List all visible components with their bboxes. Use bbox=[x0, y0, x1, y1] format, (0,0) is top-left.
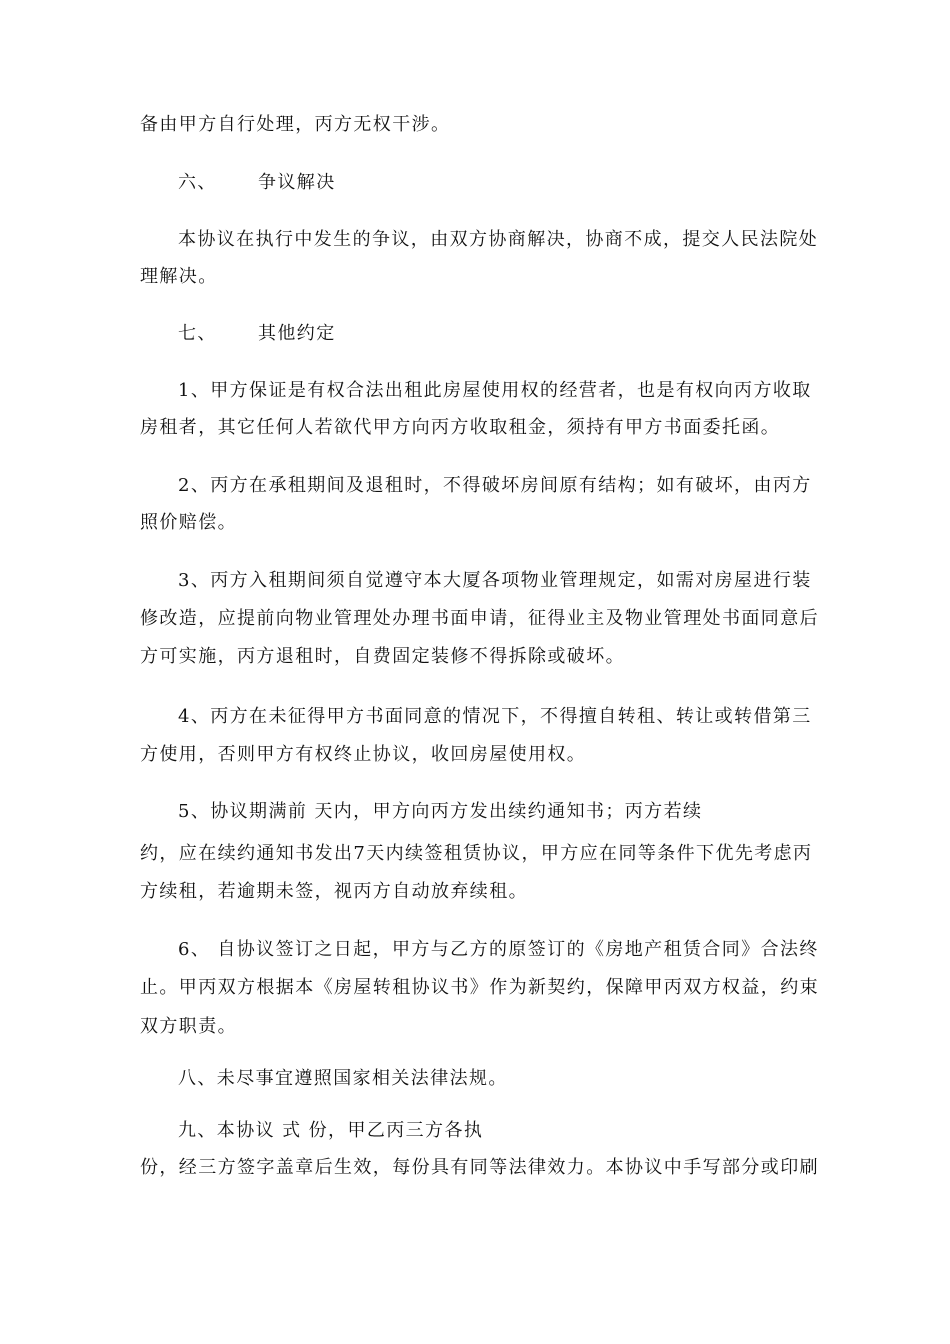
section-title: 其他约定 bbox=[258, 323, 336, 344]
clause-line: 双方职责。 bbox=[140, 1016, 237, 1037]
clause-line: 6、 自协议签订之日起，甲方与乙方的原签订的《房地产租赁合同》合法终 bbox=[178, 939, 819, 960]
clause-line: 修改造，应提前向物业管理处办理书面申请，征得业主及物业管理处书面同意后 bbox=[140, 608, 819, 629]
section-number: 七、 bbox=[178, 323, 217, 344]
section-heading-other bbox=[178, 322, 950, 346]
section-heading-dispute bbox=[178, 171, 950, 195]
clause-line: 方使用，否则甲方有权终止协议，收回房屋使用权。 bbox=[140, 744, 587, 765]
section-line: 份，经三方签字盖章后生效，每份具有同等法律效力。本协议中手写部分或印刷 bbox=[140, 1157, 819, 1178]
clause-line: 2、丙方在承租期间及退租时，不得破坏房间原有结构；如有破坏，由丙方 bbox=[178, 475, 812, 496]
section-line: 八、未尽事宜遵照国家相关法律法规。 bbox=[178, 1068, 508, 1089]
clause-line: 4、丙方在未征得甲方书面同意的情况下，不得擅自转租、转让或转借第三 bbox=[178, 706, 812, 727]
clause-line: 约，应在续约通知书发出7天内续签租赁协议，甲方应在同等条件下优先考虑丙 bbox=[140, 843, 813, 864]
clause-line: 1、甲方保证是有权合法出租此房屋使用权的经营者，也是有权向丙方收取 bbox=[178, 380, 812, 401]
section-title: 争议解决 bbox=[258, 172, 336, 193]
section-line: 九、本协议 式 份，甲乙丙三方各执 bbox=[178, 1120, 484, 1141]
section-number: 六、 bbox=[178, 172, 217, 193]
clause-line: 照价赔偿。 bbox=[140, 512, 237, 533]
clause-line: 3、丙方入租期间须自觉遵守本大厦各项物业管理规定，如需对房屋进行装 bbox=[178, 570, 812, 591]
continuation-line: 备由甲方自行处理，丙方无权干涉。 bbox=[140, 114, 451, 135]
clause-line: 5、协议期满前 天内，甲方向丙方发出续约通知书；丙方若续 bbox=[178, 801, 703, 822]
paragraph-line: 本协议在执行中发生的争议，由双方协商解决，协商不成，提交人民法院处 bbox=[178, 229, 819, 250]
paragraph-line: 理解决。 bbox=[140, 266, 218, 287]
clause-line: 方续租，若逾期未签，视丙方自动放弃续租。 bbox=[140, 881, 528, 902]
clause-line: 方可实施，丙方退租时，自费固定装修不得拆除或破坏。 bbox=[140, 646, 625, 667]
clause-line: 止。甲丙双方根据本《房屋转租协议书》作为新契约，保障甲丙双方权益，约束 bbox=[140, 977, 819, 998]
clause-line: 房租者，其它任何人若欲代甲方向丙方收取租金，须持有甲方书面委托函。 bbox=[140, 417, 781, 438]
